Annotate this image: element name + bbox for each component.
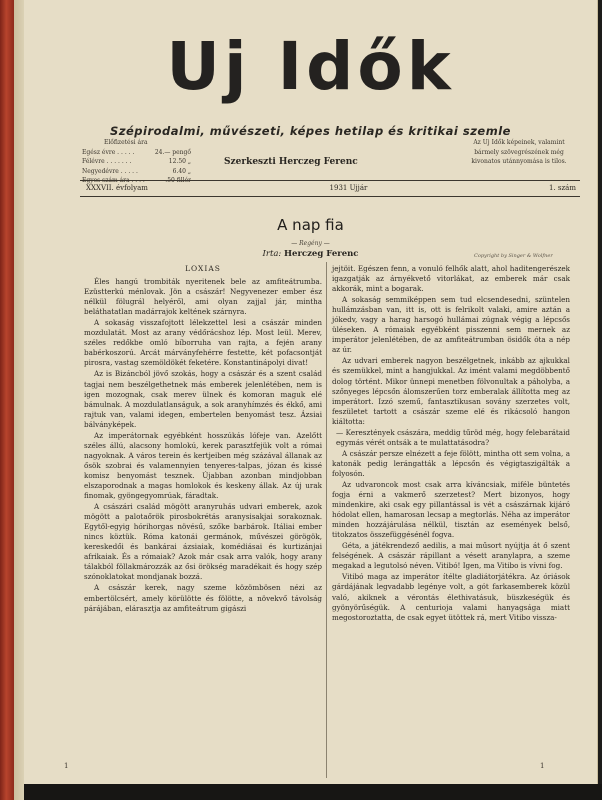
paragraph: — Keresztények császára, meddig tűröd még, hogy felebarátaid egymás vérét ontsák a te mulattatásodra?: [336, 427, 570, 447]
byline-author: Herczeg Ferenc: [284, 249, 359, 259]
paragraph: Géta, a játékrendező aedilis, a mai műsort nyújtja át ő szent felségének. A császár rápillant a vésett aranylapra, a szeme megakad a legutolsó néven. Vitibó! Igen, ma Vitibo is vívni fog.: [332, 541, 570, 571]
paragraph: Vitibó maga az imperátor ítélte gladiátorjátékra. Az óriások gárdájának legvadabb legénye volt, a gót farkasemberek közül való, akiknek a vérontás élethivatásuk, büszkeségük és gyönyörűségük. A centurioja valami hanyagsága miatt megostoroztatta, de csak egyet ütöttek rá, mert Vitibo vissza-: [332, 572, 570, 622]
article-genre: — Regény —: [291, 240, 330, 247]
paragraph: A császári család mögött aranyruhás udvari emberek, azok mögött a palotaőrök pirosbokrétás aranysisakjai sorakoznak. Egytől-egyig hórihorgas növésű, szőke barbárok. Itáliai ember nincs köztük. Róma katonái germánok, művészei görögök, kereskedői és bankárai ázsiaiak, komédiásai és kurtizánjai afrikaiak. És a rómaiak? Azok már csak arra valók, hogy arany tálakból föllakmározzák az ősi örökség maradékait és hogy szép szónoklatokat mondjanak bozzá.: [84, 502, 322, 582]
editor-line: Szerkeszti Herczeg Ferenc: [224, 157, 358, 167]
text-column-right: [332, 264, 570, 624]
price-label: Egész évre . . . . .: [82, 148, 135, 156]
price-label: Negyedévre . . . . .: [82, 167, 138, 175]
header-rule-bottom: [80, 196, 580, 197]
prices-heading: Előfizetési ára: [104, 139, 148, 146]
paragraph: A császár persze elnézett a feje fölött, mintha ott sem volna, a katonák pedig lerángatták a lépcsőn és végigtaszigálták a folyosón.: [332, 448, 570, 478]
price-row: [82, 167, 194, 177]
paragraph: Éles hangú trombiták nyeritenek bele az amfiteátrumba. Ezüstterkú ménlovak. Jön a császár! Negyvenezer ember ész nélkül fölugrál helyéről, ami olyan zajjal jár, mintha beláthatatlan madárrajok keltének szárnyra.: [84, 277, 322, 317]
price-value: 6.40 „: [172, 167, 191, 175]
text-column-left: [84, 264, 322, 615]
paragraph: A sokaság semmiképpen sem tud elcsendesedni, szüntelen hullámzásban van, itt is, ott is felrikolt valaki, amire aztán a jókedv, vagy a harag harsogó hullámai zúgnak végig a lépcsős üléseken. A rómaiak egyébként pisszenni sem mernek az imperátor jelenlétében, de az amfiteátrumban ösidők óta a nép az úr.: [332, 295, 570, 355]
issue-info-bar: [86, 184, 576, 192]
paragraph: A császár kerek, nagy szeme közömbösen nézi az embertölcsért, amely körülötte és fölötte, a növekvő távolság párájában, elárasztja az amfiteátrum gigászi: [84, 583, 322, 613]
reprint-notice: Az Uj Idők képeinek, valamint bármely szövegrészének még kivonatos utánnyomása is tilos.: [471, 139, 567, 165]
price-value: 12.50 „: [168, 158, 191, 165]
page-number-right: 1: [540, 762, 545, 770]
paragraph: jejtöit. Egészen fenn, a vonuló felhők alatt, ahol haditengerészek igazgatják az árnyékvető vitorlákat, az emberek már csak akkorák, mint a bogarak.: [332, 264, 570, 294]
copyright-note: Copyright by Singer & Wolfner: [474, 253, 553, 259]
paragraph: Az imperátornak egyébként hosszúkás lófeje van. Azelőtt széles állú, alacsony homlokú, kerek parasztfejük volt a római nagyoknak. A város terein és kertjeiben még százával állanak az ősök szobrai és valamennyien tenyeres-talpas, józan és kissé komisz benyomást tesznek. Újabban azonban mindjobban elszaporodnak a magas homlokok és keskeny állak. Az új urak finomak, gyöngegyomrúak, fáradtak.: [84, 430, 322, 501]
paragraph: A sokaság visszafojtott lélekzettel lesi a császár minden mozdulatát. Most az arany védőrácshoz lép. Most leül. Merev, széles redőkbe omló bíborruha van rajta, a fején arany babérkoszorú. Arcát márványfehérre festette, két pofacsontját pirosra, vastag szemöldökét feketére. Konstantinápolyi divat!: [84, 318, 322, 368]
article-title: A nap fia: [277, 216, 344, 234]
header-rule-top: [80, 180, 580, 181]
book-binding-edge: [0, 0, 14, 800]
column-divider: [326, 262, 327, 778]
price-value: 24.— pengő: [154, 148, 191, 156]
price-label: Félévre . . . . . . .: [82, 158, 132, 165]
masthead-subtitle: Szépirodalmi, művészeti, képes hetilap és kritikai szemle: [110, 124, 511, 138]
price-row: [82, 148, 194, 158]
paragraph: Az udvaroncok most csak arra kíváncsiak, miféle büntetés fogja érni a vakmerő szerzetest? Mert bizonyos, hogy mindenkire, aki csak egy pillantással is vét a császárnak kijáró hódolat ellen, hamarosan lecsap a megtorlás. Néha az imperátor minden hozzájárulása nélkül, tisztán az események belső, titokzatos összefüggésénél fogva.: [332, 479, 570, 540]
subscription-prices: [82, 138, 194, 186]
section-heading: LOXIAS: [185, 264, 221, 273]
paragraph: Az udvari emberek nagyon beszélgetnek, inkább az ajkukkal és szemükkel, mint a hangjukkal. Az imént valami megdöbbentő dolog történt. Mikor ünnepi menetben fölvonultak a páholyba, a szőnyeges lépcsőn álomszerűen torz emberalak állította meg az imperátort. Izzó szemű, fantasztikusan sovány szerzetes volt, feszületet tartott a császár szeme elé és rikácsoló hangon kiáltotta:: [332, 356, 570, 426]
issue-number: 1. szám: [549, 184, 576, 192]
byline-prefix: Irta:: [262, 249, 282, 259]
newspaper-page: [24, 0, 598, 784]
paragraph: Az is Bizáncból jövő szokás, hogy a császár és a szent család tagjai nem beszélgethetnek más emberek jelenlétében, nem is igen mozognak, csak merev ülnek és komoran maguk elé bámulnak. A mozdulatlanságuk, a sok aranyhímzés és ékkő, ami rajtuk van, valami idegen, embertelen benyomást tesz. Ázsiai bálványképek.: [84, 369, 322, 429]
masthead-title: Uj Idők: [166, 28, 455, 105]
price-row: [82, 157, 194, 167]
issue-date: 1931 Ujjár: [329, 184, 368, 192]
page-number-left: 1: [64, 762, 69, 770]
volume-label: XXXVII. évfolyam: [86, 184, 148, 192]
page-bottom-edge: [24, 784, 602, 800]
